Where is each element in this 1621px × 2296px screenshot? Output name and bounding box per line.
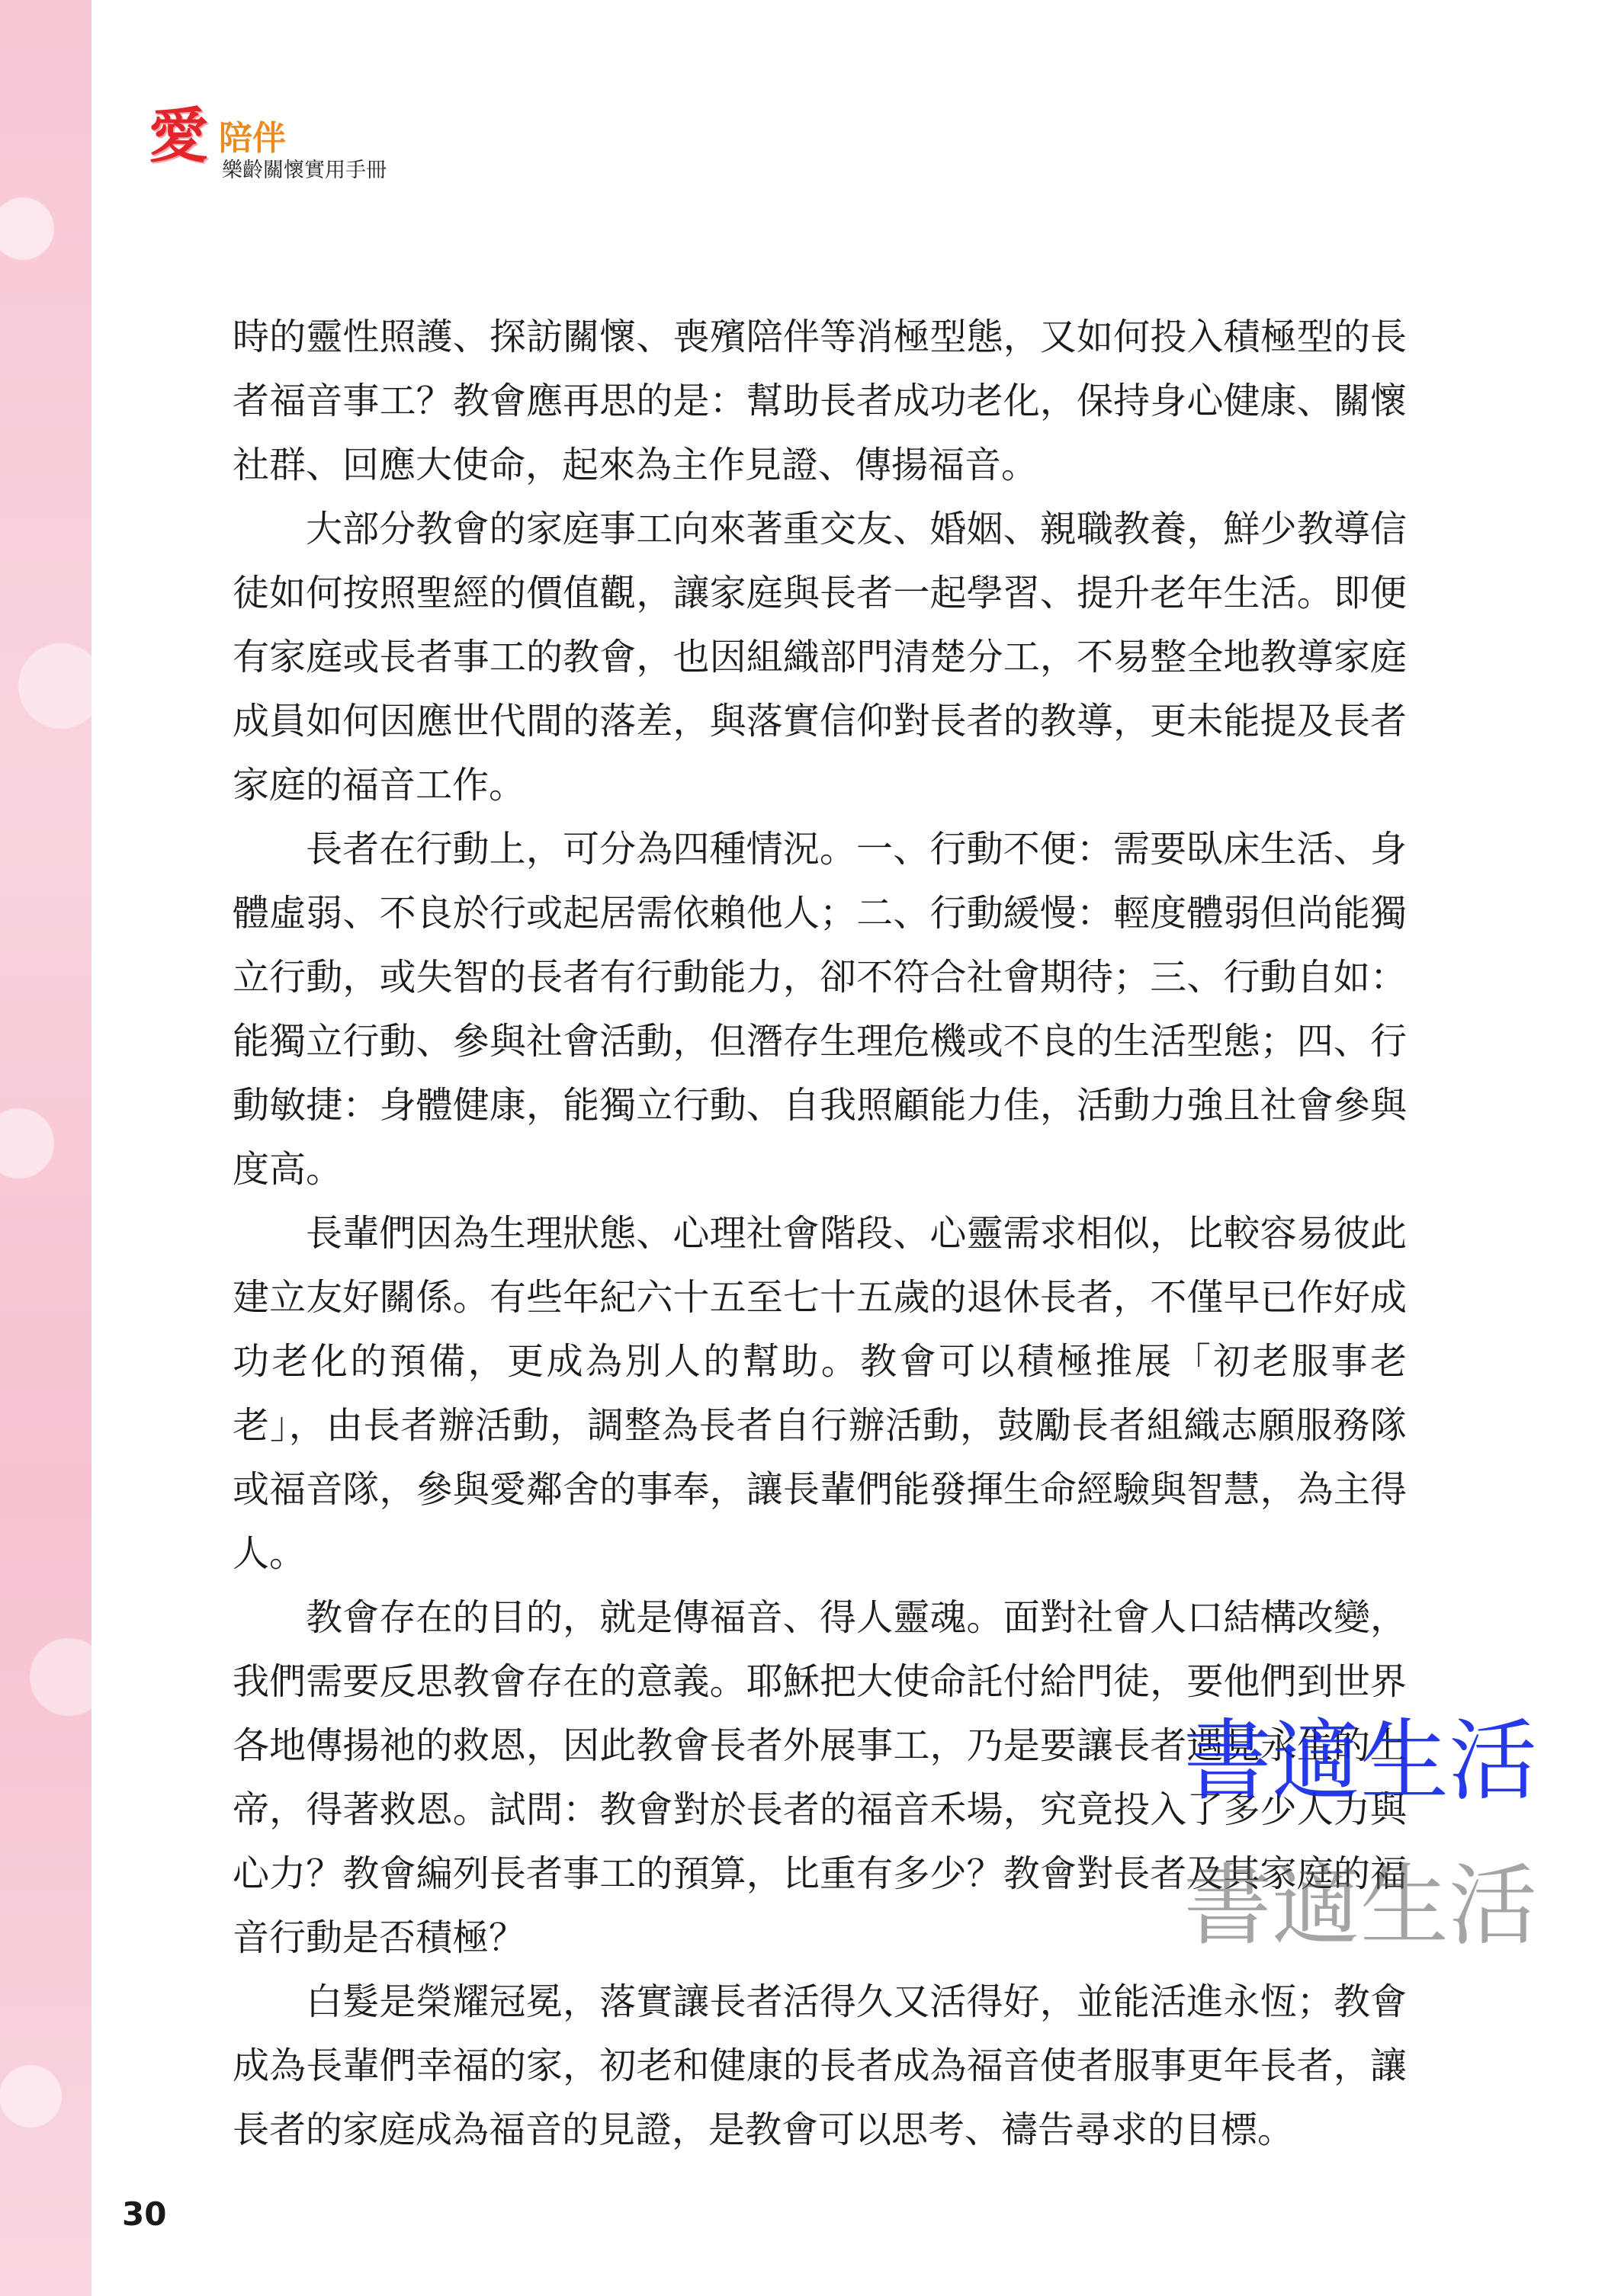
logo-title: 陪伴 bbox=[219, 119, 286, 158]
book-subtitle: 樂齡關懷實用手冊 bbox=[222, 159, 387, 182]
heart-logo-mark: 愛 bbox=[149, 101, 209, 171]
paragraph-continued: 時的靈性照護、探訪關懷、喪殯陪伴等消極型態，又如何投入積極型的長者福音事工？教會應再思的是：幫助長者成功老化，保持身心健康、關懷社群、回應大使命，起來為主作見證、傳揚福音。 bbox=[233, 316, 1407, 486]
watermark-secondary: 書適生活 bbox=[1183, 1855, 1537, 1958]
paragraph: 教會存在的目的，就是傳福音、得人靈魂。面對社會人口結構改變，我們需要反思教會存在的意義。耶穌把大使命託付給門徒，要他們到世界各地傳揚祂的救恩，因此教會長者外展事工，乃是要讓長者遇見永生的上帝，得著救恩。試問：教會對於長者的福音禾場，究竟投入了多少人力與心力？教會編列長者事工的預算，比重有多少？教會對長者及其家庭的福音行動是否積極？ bbox=[233, 1596, 1407, 1959]
decorative-side-band bbox=[0, 0, 91, 2296]
paragraph: 長者在行動上，可分為四種情況。一、行動不便：需要臥床生活、身體虛弱、不良於行或起居需依賴他人；二、行動緩慢：輕度體弱但尚能獨立行動，或失智的長者有行動能力，卻不符合社會期待；三、行動自如：能獨立行動、參與社會活動，但潛存生理危機或不良的生活型態；四、行動敏捷：身體健康，能獨立行動、自我照顧能力佳，活動力強且社會參與度高。 bbox=[233, 828, 1407, 1191]
paragraph: 白髮是榮耀冠冕，落實讓長者活得久又活得好，並能活進永恆；教會成為長輩們幸福的家，初老和健康的長者成為福音使者服事更年長者，讓長者的家庭成為福音的見證，是教會可以思考、禱告尋求的目標。 bbox=[233, 1980, 1407, 2151]
page-number: 30 bbox=[122, 2195, 167, 2233]
paragraph: 大部分教會的家庭事工向來著重交友、婚姻、親職教養，鮮少教導信徒如何按照聖經的價值觀，讓家庭與長者一起學習、提升老年生活。即便有家庭或長者事工的教會，也因組織部門清楚分工，不易整全地教導家庭成員如何因應世代間的落差，與落實信仰對長者的教導，更未能提及長者家庭的福音工作。 bbox=[233, 508, 1407, 806]
watermark-primary: 書適生活 bbox=[1183, 1710, 1537, 1813]
book-logo bbox=[149, 101, 438, 191]
paragraph: 長輩們因為生理狀態、心理社會階段、心靈需求相似，比較容易彼此建立友好關係。有些年紀六十五至七十五歲的退休長者，不僅早已作好成功老化的預備，更成為別人的幫助。教會可以積極推展「初老服事老老」，由長者辦活動，調整為長者自行辦活動，鼓勵長者組織志願服務隊或福音隊，參與愛鄰舍的事奉，讓長輩們能發揮生命經驗與智慧，為主得人。 bbox=[233, 1212, 1407, 1575]
